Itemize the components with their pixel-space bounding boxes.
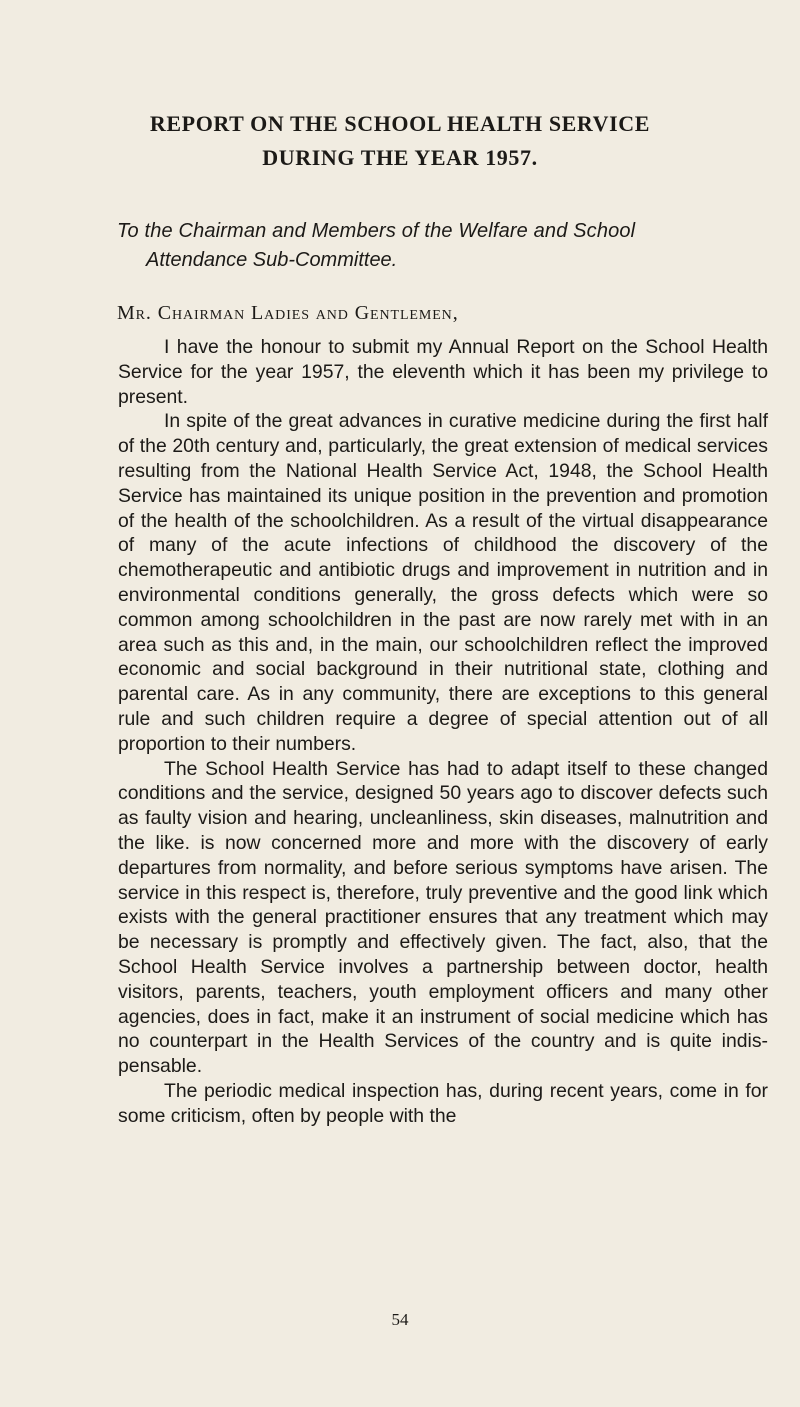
report-body	[118, 335, 768, 1129]
salutation: Mr. Chairman Ladies and Gentlemen,	[117, 302, 459, 324]
paragraph-introduction: I have the honour to submit my Annual Report on the School Health Service for the year 1957, the eleventh which it has been my privilege to present.	[118, 336, 768, 408]
paragraph-advances: In spite of the great advances in curative medicine during the first half of the 20th century and, particularly, the great extension of medical services resulting from the National Health Service Act, 1948, the School Health Service has maintained its unique position in the prevention and promotion of the health of the schoolchildren. As a result of the virtual disappearance of many of the acute infections of childhood the discovery of the chemotherapeutic and antibiotic drugs and improvement in nutrition and in environmental conditions generally, the gross defects which were so common among schoolchildren in the past are now rarely met with in an area such as this and, in the main, our schoolchildren reflect the improved economic and social background in their nutritional state, clothing and parental care. As in any community, there are exceptions to this general rule and such children require a degree of special attention out of all proportion to their numbers.	[118, 410, 768, 755]
report-title-line-2: DURING THE YEAR 1957.	[262, 145, 538, 170]
paragraph-periodic-inspection: The periodic medical inspection has, during recent years, come in for some criticism, often by people with the	[118, 1079, 768, 1127]
addressee-line-2: Attendance Sub-Committee.	[146, 249, 398, 271]
page-number: 54	[391, 1310, 409, 1329]
addressee-line-1: To the Chairman and Members of the Welfare and School	[117, 220, 636, 242]
report-title-line-1: REPORT ON THE SCHOOL HEALTH SERVICE	[149, 111, 651, 136]
paragraph-adaptation: The School Health Service has had to adapt itself to these changed conditions and the service, designed 50 years ago to discover defects such as faulty vision and hearing, uncleanliness, skin diseases, malnutrition and the like. is now concerned more and more with the discovery of early departures from normality, and before serious symptoms have arisen. The service in this respect is, therefore, truly preventive and the good link which exists with the general practitioner ensures that any treatment which may be necessary is promptly and effectively given. The fact, also, that the School Health Service involves a partnership between doctor, health visitors, parents, teachers, youth employment officers and many other agencies, does in fact, make it an instrument of social medicine which has no counterpart in the Health Services of the country and is quite indispensable.	[118, 757, 768, 1078]
